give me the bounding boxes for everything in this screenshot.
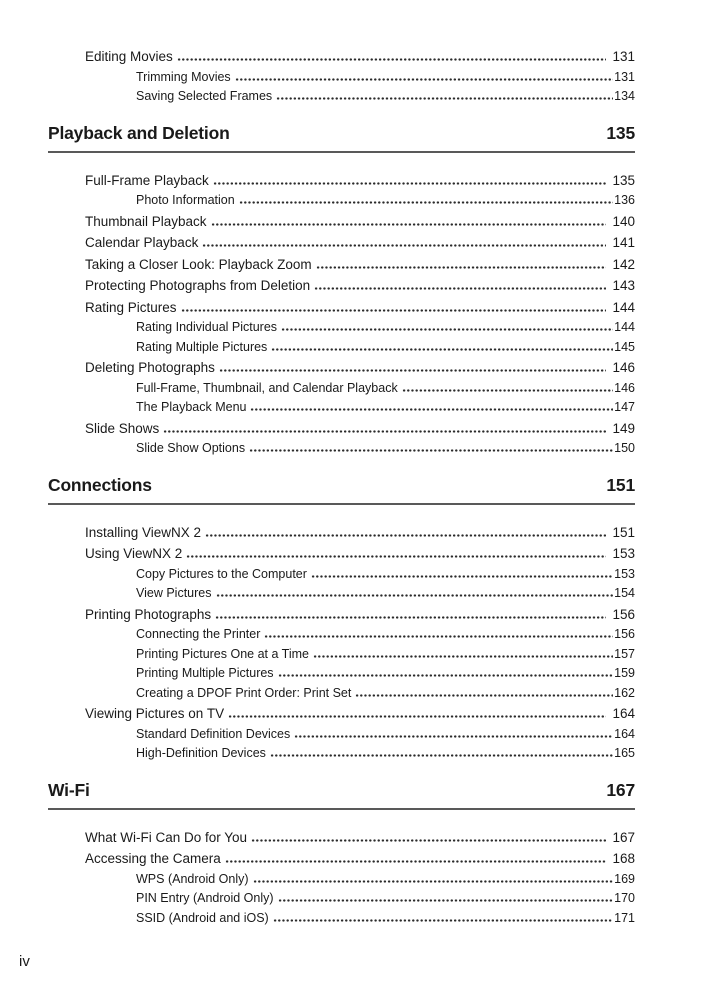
toc-entry[interactable]: [136, 684, 635, 704]
dot-leader: [239, 201, 613, 204]
dot-leader: [313, 655, 613, 658]
dot-leader: [249, 449, 613, 452]
dot-leader: [316, 266, 607, 269]
toc-entry-label: Creating a DPOF Print Order: Print Set: [136, 685, 352, 700]
toc-entry-label: Rating Individual Pictures: [136, 320, 278, 334]
page-number: iv: [19, 953, 30, 970]
toc-entry[interactable]: [85, 232, 635, 254]
toc-entry-label: Taking a Closer Look: Playback Zoom: [85, 256, 312, 272]
toc-entry[interactable]: [136, 889, 635, 909]
dot-leader: [294, 735, 613, 738]
toc-entry-page: 156: [612, 606, 635, 622]
toc-entry-label: Connecting the Printer: [136, 627, 261, 641]
dot-leader: [250, 408, 613, 411]
toc-entry[interactable]: [136, 565, 635, 585]
dot-leader: [163, 430, 606, 433]
dot-leader: [402, 389, 613, 392]
toc-entry[interactable]: [136, 870, 635, 890]
toc-entry-page: 149: [612, 420, 635, 436]
dot-leader: [276, 97, 613, 100]
toc-entry[interactable]: [85, 522, 635, 544]
toc-entry-label: Editing Movies: [85, 49, 173, 64]
dot-leader: [228, 715, 606, 718]
toc-entry-page: 154: [614, 586, 635, 600]
toc-section-title: Playback and Deletion: [48, 122, 230, 143]
toc-entry-label: Copy Pictures to the Computer: [136, 566, 307, 581]
toc-entry-label: High-Definition Devices: [136, 746, 266, 760]
toc-list: [48, 46, 635, 928]
toc-entry[interactable]: [136, 87, 635, 107]
toc-entry-page: 144: [612, 299, 635, 315]
toc-entry-page: 134: [614, 89, 635, 103]
dot-leader: [215, 616, 606, 619]
toc-section-header[interactable]: [48, 474, 635, 505]
toc-entry-label: Standard Definition Devices: [136, 726, 291, 741]
toc-entry-label: Deleting Photographs: [85, 360, 215, 375]
toc-entry[interactable]: [85, 46, 635, 68]
toc-entry-page: 144: [614, 320, 635, 334]
toc-entry[interactable]: [85, 170, 635, 192]
dot-leader: [264, 635, 613, 638]
dot-leader: [355, 694, 613, 697]
toc-entry-label: PIN Entry (Android Only): [136, 891, 274, 905]
toc-entry[interactable]: [85, 827, 635, 849]
toc-entry-page: 141: [612, 235, 635, 250]
toc-entry-label: Installing ViewNX 2: [85, 524, 202, 540]
toc-entry[interactable]: [85, 211, 635, 233]
dot-leader: [311, 575, 613, 578]
toc-entry-page: 167: [612, 829, 635, 845]
toc-entry-label: View Pictures: [136, 586, 212, 600]
toc-entry[interactable]: [85, 357, 635, 379]
toc-entry-label: Trimming Movies: [136, 69, 231, 84]
toc-entry-page: 169: [614, 871, 635, 886]
toc-entry-label: Protecting Photographs from Deletion: [85, 278, 311, 293]
dot-leader: [314, 287, 606, 290]
dot-leader: [270, 754, 613, 757]
toc-entry-page: 153: [614, 566, 635, 581]
dot-leader: [202, 244, 606, 247]
dot-leader: [271, 348, 613, 351]
toc-entry-page: 171: [614, 910, 635, 925]
toc-entry-label: Thumbnail Playback: [85, 213, 207, 229]
toc-entry[interactable]: [85, 604, 635, 626]
toc-entry-label: WPS (Android Only): [136, 871, 249, 886]
toc-entry-page: 146: [614, 380, 635, 395]
toc-entry-page: 143: [612, 278, 635, 293]
toc-entry-page: 159: [614, 666, 635, 680]
dot-leader: [235, 78, 613, 81]
toc-section-page: 135: [606, 122, 635, 143]
toc-entry-label: SSID (Android and iOS): [136, 910, 269, 925]
dot-leader: [278, 899, 614, 902]
toc-entry-label: Rating Multiple Pictures: [136, 339, 268, 354]
toc-entry[interactable]: [136, 68, 635, 88]
toc-entry[interactable]: [85, 848, 635, 870]
toc-entry-page: 146: [612, 360, 635, 375]
toc-entry-label: Calendar Playback: [85, 235, 199, 250]
toc-entry-page: 151: [612, 524, 635, 540]
toc-entry[interactable]: [136, 664, 635, 684]
toc-entry-page: 165: [614, 746, 635, 760]
toc-entry-page: 164: [612, 706, 635, 721]
dot-leader: [251, 839, 606, 842]
toc-entry-page: 156: [614, 627, 635, 641]
toc-entry-page: 153: [612, 546, 635, 561]
dot-leader: [216, 594, 614, 597]
toc-entry[interactable]: [136, 584, 635, 604]
dot-leader: [278, 674, 614, 677]
toc-entry[interactable]: [85, 543, 635, 565]
toc-entry[interactable]: [136, 191, 635, 211]
dot-leader: [273, 919, 613, 922]
toc-entry-label: Accessing the Camera: [85, 851, 221, 866]
toc-entry-page: 170: [614, 891, 635, 905]
toc-section-header[interactable]: [48, 122, 635, 153]
toc-section-page: 167: [606, 779, 635, 800]
dot-leader: [205, 534, 606, 537]
toc-entry-label: The Playback Menu: [136, 400, 247, 414]
toc-entry[interactable]: [85, 254, 635, 276]
toc-entry-page: 140: [612, 213, 635, 229]
toc-entry-page: 162: [614, 685, 635, 700]
toc-entry[interactable]: [136, 398, 635, 418]
dot-leader: [253, 880, 614, 883]
toc-entry[interactable]: [136, 379, 635, 399]
dot-leader: [281, 328, 613, 331]
toc-entry-page: 145: [614, 339, 635, 354]
dot-leader: [219, 369, 607, 372]
toc-entry-label: Printing Pictures One at a Time: [136, 646, 309, 661]
toc-entry[interactable]: [136, 625, 635, 645]
toc-entry-page: 164: [614, 726, 635, 741]
dot-leader: [213, 182, 607, 185]
toc-entry[interactable]: [136, 744, 635, 764]
dot-leader: [211, 223, 607, 226]
toc-entry[interactable]: [85, 275, 635, 297]
toc-entry-page: 135: [612, 172, 635, 188]
toc-entry-label: Using ViewNX 2: [85, 546, 183, 561]
toc-entry[interactable]: [136, 318, 635, 338]
toc-entry[interactable]: [136, 909, 635, 929]
toc-entry-label: Viewing Pictures on TV: [85, 706, 225, 721]
dot-leader: [181, 309, 607, 312]
toc-entry[interactable]: [85, 703, 635, 725]
toc-entry-label: Slide Shows: [85, 420, 160, 436]
toc-entry-page: 136: [614, 193, 635, 207]
toc-entry[interactable]: [85, 418, 635, 440]
toc-entry-label: Printing Multiple Pictures: [136, 666, 274, 680]
toc-entry-label: Printing Photographs: [85, 606, 212, 622]
toc-entry-label: Rating Pictures: [85, 299, 177, 315]
toc-entry-label: Photo Information: [136, 193, 235, 207]
toc-entry-label: Full-Frame Playback: [85, 172, 209, 188]
dot-leader: [177, 58, 607, 61]
toc-entry-label: Full-Frame, Thumbnail, and Calendar Playback: [136, 380, 398, 395]
toc-entry-label: Saving Selected Frames: [136, 89, 273, 103]
dot-leader: [225, 860, 607, 863]
toc-entry-page: 157: [614, 646, 635, 661]
toc-entry[interactable]: [136, 439, 635, 459]
dot-leader: [186, 555, 606, 558]
toc-entry[interactable]: [136, 338, 635, 358]
toc-entry-page: 131: [612, 49, 635, 64]
toc-section-title: Wi-Fi: [48, 779, 90, 800]
toc-section-page: 151: [606, 474, 635, 495]
toc-entry-page: 150: [614, 441, 635, 455]
toc-entry-page: 142: [612, 256, 635, 272]
toc-entry[interactable]: [85, 297, 635, 319]
toc-entry-label: Slide Show Options: [136, 441, 246, 455]
toc-entry[interactable]: [136, 645, 635, 665]
toc-section-header[interactable]: [48, 779, 635, 810]
toc-entry-page: 147: [614, 400, 635, 414]
toc-entry[interactable]: [136, 725, 635, 745]
toc-section-title: Connections: [48, 474, 152, 495]
toc-entry-label: What Wi-Fi Can Do for You: [85, 829, 248, 845]
toc-entry-page: 168: [612, 851, 635, 866]
toc-entry-page: 131: [614, 69, 635, 84]
